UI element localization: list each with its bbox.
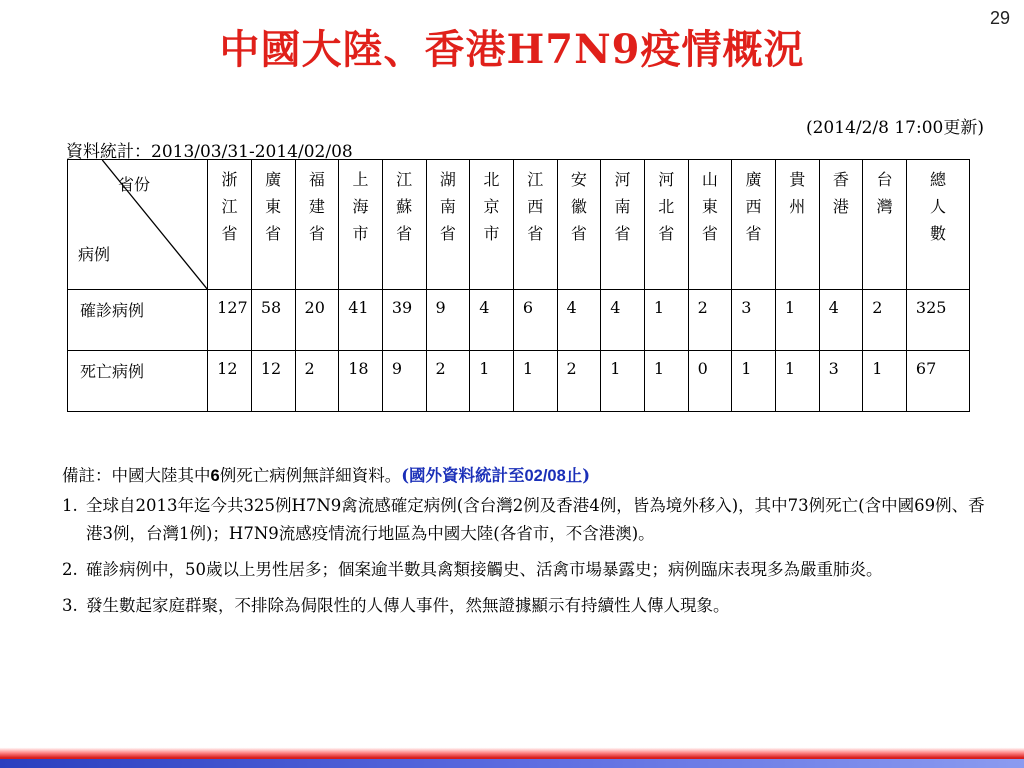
h7n9-case-table xyxy=(67,159,970,412)
note-text: 全球自2013年迄今共325例H7N9禽流感確定病例(含台灣2例及香港4例，皆為境外移入)，其中73例死亡(含中國69例、香港3例，台灣1例)；H7N9流感疫情流行地區為中國大陸(各省市，不含港澳)。 xyxy=(86,496,985,543)
footer-blue-stripe xyxy=(0,759,1024,768)
table-cell: 127 xyxy=(208,290,252,351)
table-cell: 3 xyxy=(732,290,776,351)
table-header-row xyxy=(68,160,970,290)
table-row xyxy=(68,351,970,412)
note-text: 發生數起家庭群聚，不排除為侷限性的人傳人事件，然無證據顯示有持續性人傳人現象。 xyxy=(86,596,730,615)
table-cell-total: 67 xyxy=(906,351,969,412)
page-number: 29 xyxy=(989,8,1010,28)
column-header: 江蘇省 xyxy=(382,160,426,290)
remark-line xyxy=(62,462,994,490)
notes-section xyxy=(62,462,994,620)
table-cell: 39 xyxy=(382,290,426,351)
table-cell: 6 xyxy=(513,290,557,351)
note-item xyxy=(62,492,994,548)
corner-province-label: 省份 xyxy=(118,175,151,194)
note-item xyxy=(62,556,994,584)
table-cell: 4 xyxy=(557,290,601,351)
table-cell: 58 xyxy=(251,290,295,351)
note-number: 3. xyxy=(62,596,78,615)
column-header: 福建省 xyxy=(295,160,339,290)
row-label: 死亡病例 xyxy=(68,351,208,412)
table-cell: 1 xyxy=(775,290,819,351)
table-cell: 1 xyxy=(644,351,688,412)
table-cell: 1 xyxy=(775,351,819,412)
column-header: 台灣 xyxy=(863,160,907,290)
table-cell: 9 xyxy=(382,351,426,412)
table-cell: 0 xyxy=(688,351,732,412)
table-cell: 20 xyxy=(295,290,339,351)
table-cell: 1 xyxy=(863,351,907,412)
table-cell: 4 xyxy=(819,290,863,351)
table-cell: 1 xyxy=(470,351,514,412)
column-header: 湖南省 xyxy=(426,160,470,290)
column-header: 江西省 xyxy=(513,160,557,290)
note-number: 2. xyxy=(62,560,78,579)
table-cell: 9 xyxy=(426,290,470,351)
remark-highlight-open: (國外資料統計至 xyxy=(401,466,525,485)
table-cell: 2 xyxy=(688,290,732,351)
column-header: 安徽省 xyxy=(557,160,601,290)
table-cell: 2 xyxy=(295,351,339,412)
table-cell: 1 xyxy=(644,290,688,351)
note-text: 確診病例中，50歲以上男性居多；個案逾半數具禽類接觸史、活禽市場暴露史；病例臨床表現多為嚴重肺炎。 xyxy=(86,560,883,579)
table-cell: 2 xyxy=(557,351,601,412)
table-cell-total: 325 xyxy=(906,290,969,351)
table-cell: 2 xyxy=(426,351,470,412)
table-cell: 41 xyxy=(339,290,383,351)
table-cell: 12 xyxy=(208,351,252,412)
remark-highlight-date: 02/08 xyxy=(524,467,566,485)
table-cell: 18 xyxy=(339,351,383,412)
corner-case-label: 病例 xyxy=(78,245,111,264)
table-cell: 2 xyxy=(863,290,907,351)
remark-suffix: 例死亡病例無詳細資料。 xyxy=(219,466,402,485)
note-number: 1. xyxy=(62,496,78,515)
row-label: 確診病例 xyxy=(68,290,208,351)
column-header: 河南省 xyxy=(601,160,645,290)
table-cell: 12 xyxy=(251,351,295,412)
table-cell: 1 xyxy=(732,351,776,412)
column-header: 浙江省 xyxy=(208,160,252,290)
update-time: (2014/2/8 17:00更新) xyxy=(805,118,984,138)
table-row xyxy=(68,290,970,351)
statistics-period: 資料統計：2013/03/31-2014/02/08 xyxy=(66,142,353,162)
note-item xyxy=(62,592,994,620)
column-header: 廣西省 xyxy=(732,160,776,290)
column-header: 香港 xyxy=(819,160,863,290)
table-corner-cell xyxy=(68,160,208,290)
column-header: 貴州 xyxy=(775,160,819,290)
slide-title: 中國大陸、香港H7N9疫情概況 xyxy=(219,26,805,73)
table-cell: 1 xyxy=(601,351,645,412)
column-header: 上海市 xyxy=(339,160,383,290)
remark-prefix: 備註：中國大陸其中 xyxy=(62,466,211,485)
remark-number: 6 xyxy=(210,467,220,485)
column-header: 河北省 xyxy=(644,160,688,290)
remark-highlight-close: 止) xyxy=(565,466,591,485)
column-header: 山東省 xyxy=(688,160,732,290)
column-header: 北京市 xyxy=(470,160,514,290)
table-cell: 4 xyxy=(601,290,645,351)
footer-decoration-bar xyxy=(0,734,1024,768)
table-cell: 4 xyxy=(470,290,514,351)
column-header: 廣東省 xyxy=(251,160,295,290)
table-cell: 1 xyxy=(513,351,557,412)
column-header: 總人數 xyxy=(906,160,969,290)
table-cell: 3 xyxy=(819,351,863,412)
